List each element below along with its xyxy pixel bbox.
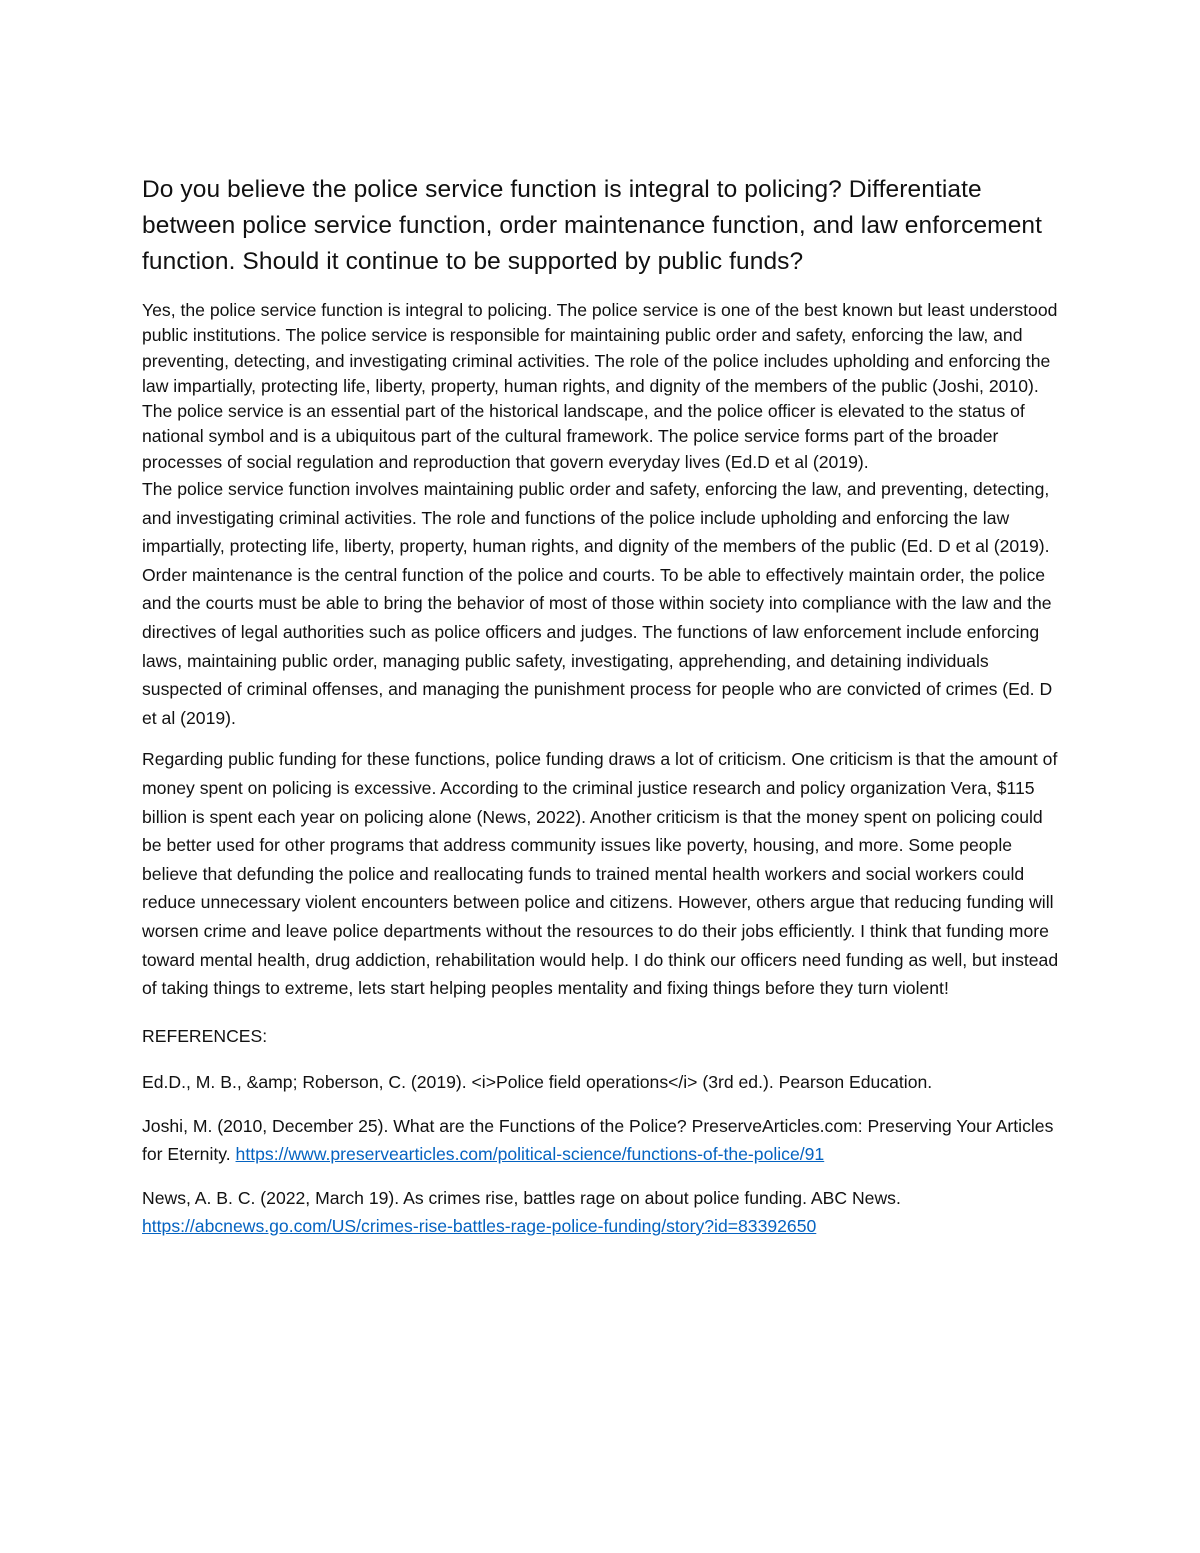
paragraph-service-function: Yes, the police service function is integral to policing. The police service is one of the best known but least understood public institutions. The police service is responsible for maintaining public order and safety, enforcing the law, and preventing, detecting, and investigating criminal activities. The role of the police includes upholding and enforcing the law impartially, protecting life, liberty, property, human rights, and dignity of the members of the public (Joshi, 2010). The police service is an essential part of the historical landscape, and the police officer is elevated to the status of national symbol and is a ubiquitous part of the cultural framework. The police service forms part of the broader processes of social regulation and reproduction that govern everyday lives (Ed.D et al (2019). [142,300,1058,472]
paragraph-function-comparison: The police service function involves maintaining public order and safety, enforcing the law, and preventing, detecting, and investigating criminal activities. The role and functions of the police include upholding and enforcing the law impartially, protecting life, liberty, property, human rights, and dignity of the members of the public (Ed. D et al (2019). Order maintenance is the central function of the police and courts. To be able to effectively maintain order, the police and the courts must be able to bring the behavior of most of those within society into compliance with the law and the directives of legal authorities such as police officers and judges. The functions of law enforcement include enforcing laws, maintaining public order, managing public safety, investigating, apprehending, and detaining individuals suspected of criminal offenses, and managing the punishment process for people who are convicted of crimes (Ed. D et al (2019). [142,479,1053,728]
reference-text-1: Ed.D., M. B., &amp; Roberson, C. (2019). <i>Police field operations</i> (3rd ed.). Pearson Education. [142,1071,933,1092]
paragraph-public-funding: Regarding public funding for these functions, police funding draws a lot of criticism. One criticism is that the amount of money spent on policing is excessive. According to the criminal justice research and policy organization Vera, $115 billion is spent each year on policing alone (News, 2022). Another criticism is that the money spent on policing could be better used for other programs that address community issues like poverty, housing, and more. Some people believe that defunding the police and reallocating funds to trained mental health workers and social workers could reduce unnecessary violent encounters between police and citizens. However, others argue that reducing funding will worsen crime and leave police departments without the resources to do their jobs efficiently. I think that funding more toward mental health, drug addiction, rehabilitation would help. I do think our officers need funding as well, but instead of taking things to extreme, lets start helping peoples mentality and fixing things before they turn violent! [142,749,1059,999]
question-heading: Do you believe the police service function is integral to policing? Differentiate between police service function, order maintenance function, and law enforcement function. Should it continue to be supported by public funds? [142,176,1043,275]
references-heading: REFERENCES: [142,1025,268,1046]
reference-text-3: News, A. B. C. (2022, March 19). As crimes rise, battles rage on about police funding. ABC News. [142,1187,901,1208]
reference-link-preservearticles[interactable]: https://www.preservearticles.com/political-science/functions-of-the-police/91 [235,1143,825,1164]
reference-link-abcnews[interactable]: https://abcnews.go.com/US/crimes-rise-battles-rage-police-funding/story?id=83392650 [142,1215,817,1236]
reference-item-3 [142,1184,1060,1240]
reference-text-2: Joshi, M. (2010, December 25). What are the Functions of the Police? PreserveArticles.com: Preserving Your Articles for Eternity. [142,1115,1054,1164]
reference-item-2 [142,1112,1060,1168]
document-page [142,172,1060,1240]
reference-item-1 [142,1068,1060,1096]
